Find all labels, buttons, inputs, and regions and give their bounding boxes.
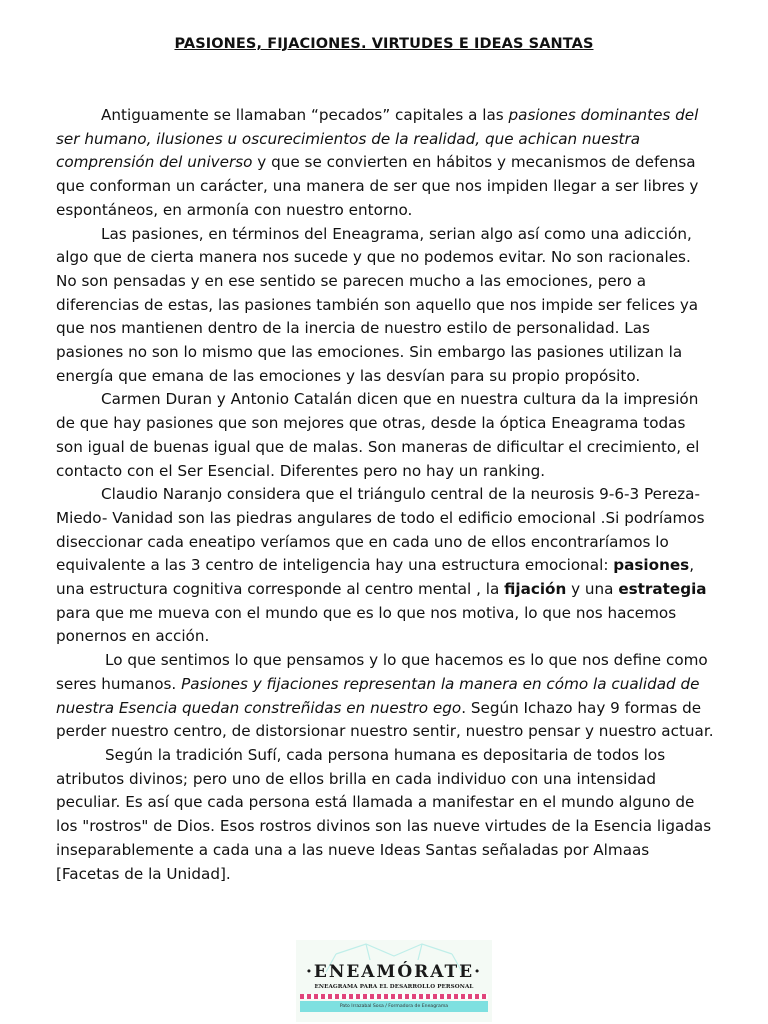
paragraph-6: Según la tradición Sufí, cada persona humana es depositaria de todos los atributos divinos; pero uno de ellos brilla en cada individuo con una intensidad peculiar. Es así que cada persona está llamada a manifestar en el mundo alguno de los "rostros" de Dios. Esos rostros divinos son las nueve virtudes de la Esencia ligadas inseparablemente a cada una a las nueve Ideas Santas señaladas por Almaas [Facetas de la Unidad].	[56, 745, 712, 883]
text-run: para que me mueva con el mundo que es lo que nos motiva, lo que nos hacemos ponernos en acción.	[56, 603, 677, 646]
text-run: Antiguamente se llamaban “pecados” capitales a las	[101, 106, 509, 124]
italic-run: pasiones dominantes del ser humano, ilusiones u oscurecimientos de la realidad, que achican nuestra comprensión del universo	[56, 106, 699, 172]
eneamorate-logo	[296, 940, 492, 1022]
document-title: PASIONES, FIJACIONES. VIRTUDES E IDEAS SANTAS	[174, 36, 594, 52]
document-body	[56, 104, 716, 886]
text-run: y que se convierten en hábitos y mecanismos de defensa que conforman un carácter, una manera de ser que nos impiden llegar a ser libres y espontáneos, en armonía con nuestro entorno.	[56, 153, 699, 219]
italic-run: Pasiones y fijaciones representan la manera en cómo la cualidad de nuestra Esencia quedan constreñidas en nuestro ego	[56, 674, 700, 717]
text-run: . Según Ichazo hay 9 formas de perder nuestro centro, de distorsionar nuestro sentir, nuestro pensar y nuestro actuar.	[56, 698, 714, 741]
text-run: Lo que sentimos lo que pensamos y lo que hacemos es lo que nos define como seres humanos.	[56, 651, 708, 693]
bold-term-estrategia: estrategia	[618, 580, 707, 599]
logo-tagline: ENEAGRAMA PARA EL DESARROLLO PERSONAL	[314, 984, 474, 990]
text-run: Claudio Naranjo considera que el triángulo central de la neurosis 9-6-3 Pereza-Miedo- Vanidad son las piedras angulares de todo el edificio emocional .Si podríamos diseccionar cada eneatipo veríamos que en cada uno de ellos encontraríamos lo equivalente a las 3 centro de inteligencia hay una estructura emocional:	[56, 485, 705, 575]
paragraph-4	[56, 483, 716, 649]
logo-name: ·ENEAMÓRATE·	[305, 962, 483, 982]
text-run: , una estructura cognitiva corresponde al centro mental , la	[56, 556, 695, 599]
paragraph-5	[56, 649, 716, 744]
text-run: y una	[566, 580, 619, 599]
bold-term-pasiones: pasiones	[613, 556, 690, 575]
bold-term-fijacion: fijación	[504, 580, 567, 599]
paragraph-3: Carmen Duran y Antonio Catalán dicen que en nuestra cultura da la impresión de que hay pasiones que son mejores que otras, desde la óptica Eneagrama todas son igual de buenas igual que de malas. Son maneras de dificultar el crecimiento, el contacto con el Ser Esencial. Diferentes pero no hay un ranking.	[56, 390, 700, 480]
logo-credit-bar: Pato Irrazabal Sosa / Formadora de Eneagrama	[300, 1001, 488, 1012]
paragraph-1	[56, 104, 716, 223]
paragraph-2: Las pasiones, en términos del Eneagrama, serian algo así como una adicción, algo que de cierta manera nos sucede y que no podemos evitar. No son racionales. No son pensadas y en ese sentido se parecen mucho a las emociones, pero a diferencias de estas, las pasiones también son aquello que nos impide ser felices ya que nos mantienen dentro de la inercia de nuestro estilo de personalidad. Las pasiones no son lo mismo que las emociones. Sin embargo las pasiones utilizan la energía que emana de las emociones y las desvían para su propio propósito.	[56, 224, 699, 385]
logo-stripes	[300, 994, 488, 999]
